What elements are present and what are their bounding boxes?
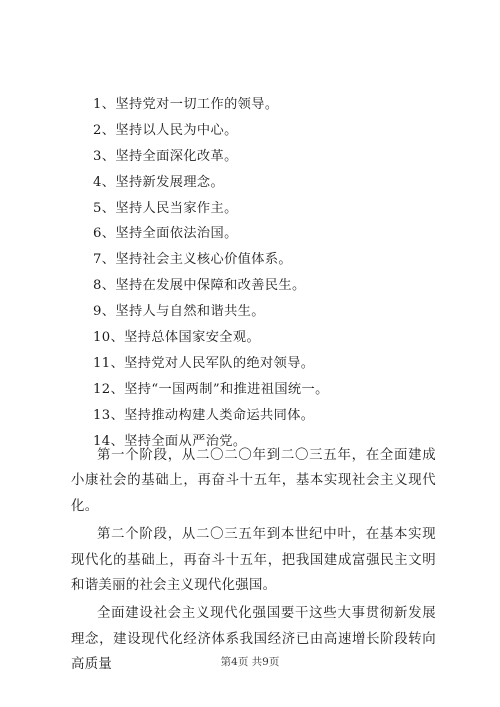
paragraph-modernization: 全面建设社会主义现代化强国要干这些大事贯彻新发展理念，建设现代化经济体系我国经济已由高速增长阶段转向高质量 xyxy=(71,606,436,673)
list-item: 3、坚持全面深化改革。 xyxy=(93,148,238,164)
page-number-footer: 第4页 共9页 xyxy=(220,656,280,668)
list-item: 2、坚持以人民为中心。 xyxy=(93,122,238,138)
list-item: 1、坚持党对一切工作的领导。 xyxy=(93,97,279,112)
paragraph-stage-one: 第一个阶段，从二〇二〇年到二〇三五年，在全面建成小康社会的基础上，再奋斗十五年，基本实现社会主义现代化。 xyxy=(71,448,436,514)
list-item: 14、坚持全面从严治党。 xyxy=(93,433,247,449)
list-item: 9、坚持人与自然和谐共生。 xyxy=(93,304,265,320)
list-item: 13、坚持推动构建人类命运共同体。 xyxy=(93,407,315,423)
list-item: 4、坚持新发展理念。 xyxy=(93,174,225,190)
principles-list xyxy=(93,92,433,454)
list-item: 10、坚持总体国家安全观。 xyxy=(93,330,261,346)
list-item: 11、坚持党对人民军队的绝对领导。 xyxy=(93,355,315,371)
body-paragraphs xyxy=(71,443,436,681)
list-item: 7、坚持社会主义核心价值体系。 xyxy=(93,252,293,268)
list-item: 5、坚持人民当家作主。 xyxy=(93,200,238,216)
paragraph-stage-two: 第二个阶段，从二〇三五年到本世纪中叶，在基本实现现代化的基础上，再奋斗十五年，把我国建成富强民主文明和谐美丽的社会主义现代化强国。 xyxy=(71,527,436,594)
list-item: 8、坚持在发展中保障和改善民生。 xyxy=(93,278,306,294)
list-item: 12、坚持“一国两制”和推进祖国统一。 xyxy=(93,381,329,397)
list-item: 6、坚持全面依法治国。 xyxy=(93,226,238,242)
